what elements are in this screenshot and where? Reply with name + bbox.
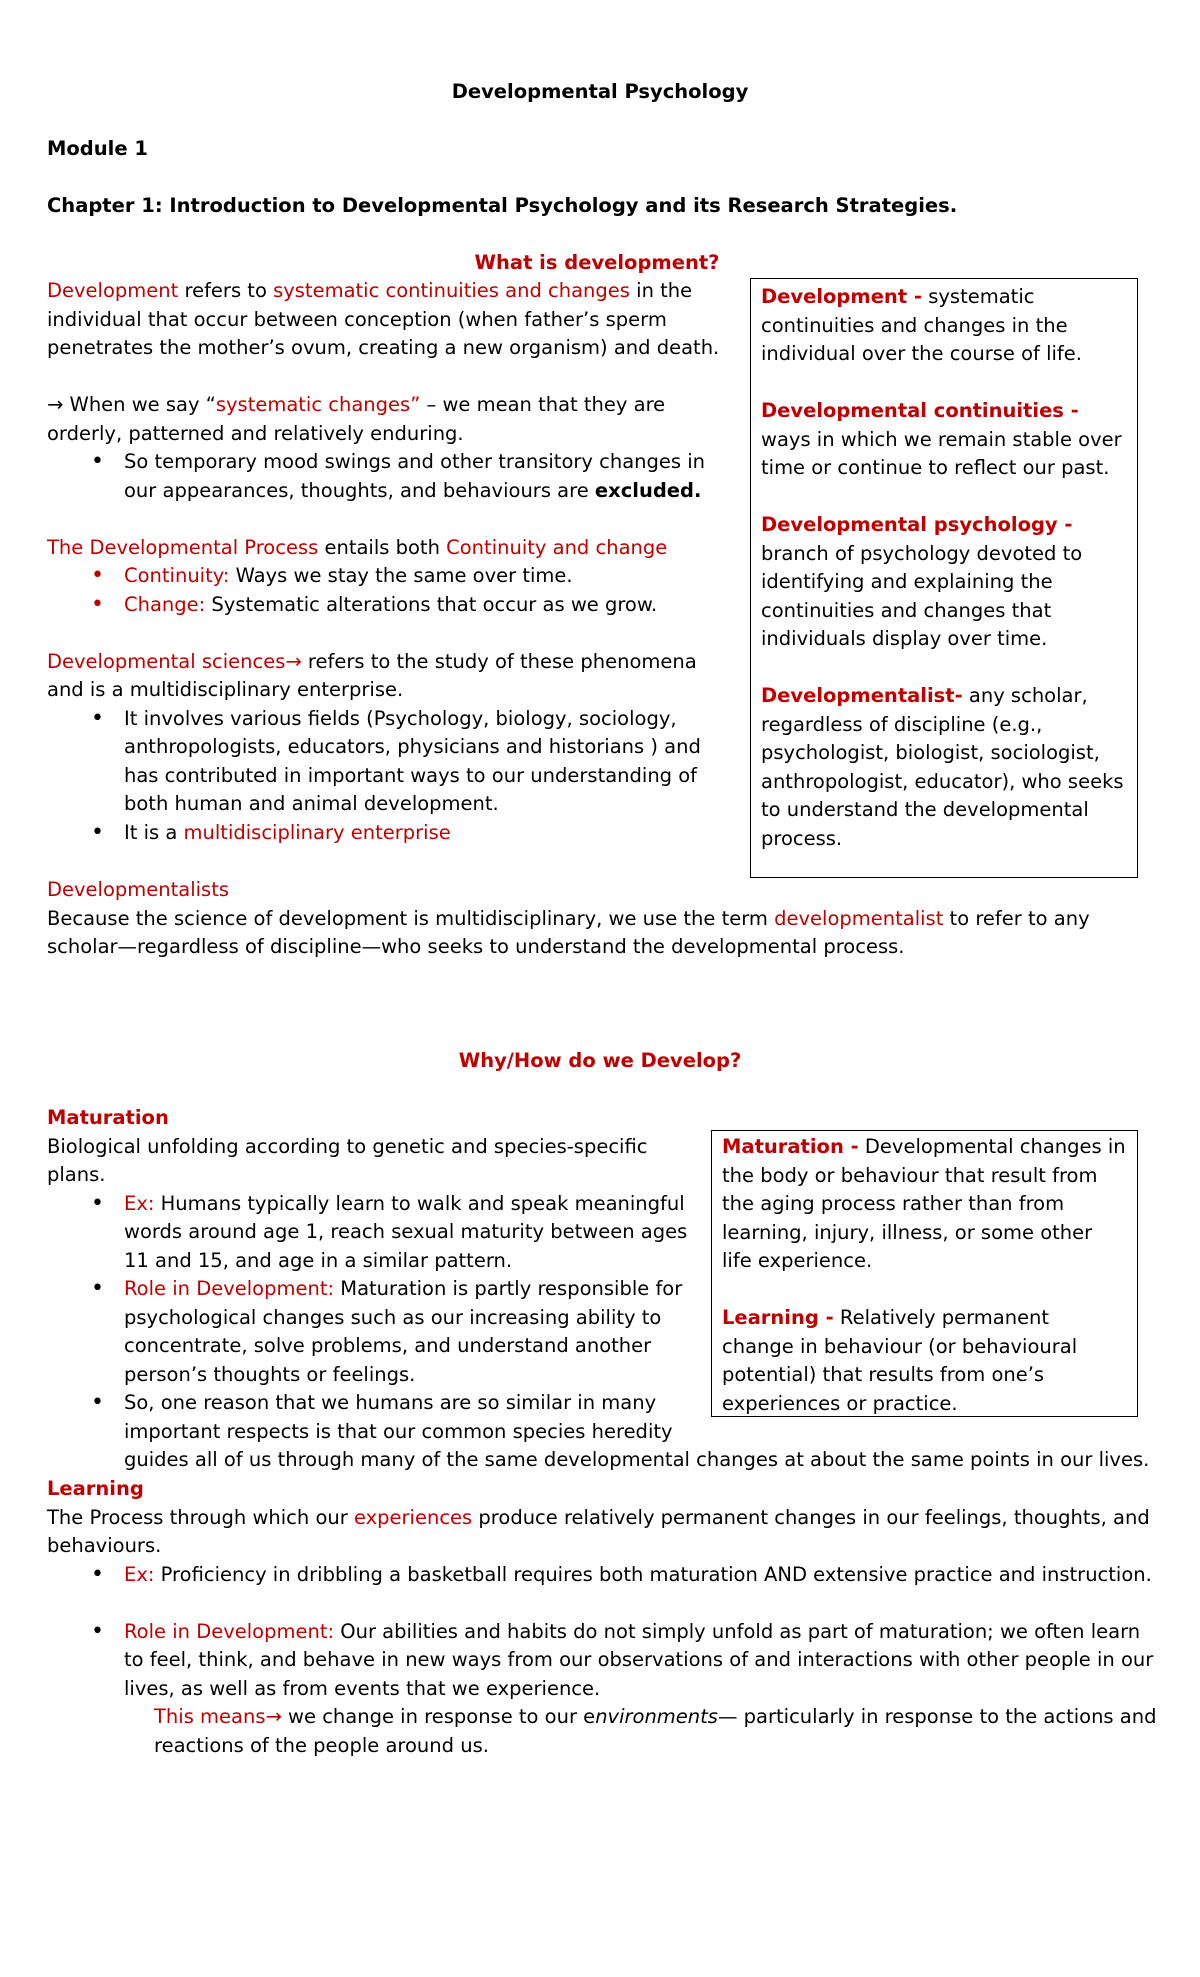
learning-section bbox=[47, 1475, 1157, 1760]
list-item: • It is a multidisciplinary enterprise bbox=[47, 819, 737, 848]
definition-development: Development - systematic continuities and changes in the individual over the course of life. bbox=[761, 285, 1082, 365]
list-item: • Role in Development: Our abilities and habits do not simply unfold as part of maturation; we often learn to feel, think, and behave in new ways from our observations of and interactions with other people in our lives, as well as from events that we experience. bbox=[47, 1618, 1157, 1704]
arrow-icon: → bbox=[47, 393, 64, 416]
definition-learning: Learning - Relatively permanent change in behaviour (or behavioural potential) that results from one’s experiences or practice. bbox=[722, 1306, 1078, 1415]
developmentalists-section bbox=[47, 876, 1157, 962]
term-systematic-continuities: systematic continuities and changes bbox=[273, 279, 630, 302]
list-item: • So temporary mood swings and other transitory changes in our appearances, thoughts, and behaviours are excluded. bbox=[47, 448, 737, 505]
chapter-title: Chapter 1: Introduction to Developmental Psychology and its Research Strategies. bbox=[47, 194, 958, 217]
arrow-icon: → bbox=[265, 1705, 282, 1728]
definitions-box-maturation-learning bbox=[711, 1130, 1138, 1417]
developmentalists-heading: Developmentalists bbox=[47, 878, 230, 901]
section-heading-why-how-develop: Why/How do we Develop? bbox=[458, 1049, 742, 1072]
list-item: • Ex: Humans typically learn to walk and speak meaningful words around age 1, reach sexual maturity between ages 11 and 15, and age in a similar pattern. bbox=[47, 1190, 697, 1276]
document-title: Developmental Psychology bbox=[451, 80, 749, 103]
maturation-definition: Biological unfolding according to genetic and species-specific plans. bbox=[47, 1134, 648, 1186]
arrow-icon: → bbox=[285, 649, 302, 673]
list-item: • Continuity: Ways we stay the same over time. bbox=[47, 562, 737, 591]
learning-role-list bbox=[47, 1618, 1157, 1704]
section-heading-what-is-development: What is development? bbox=[474, 251, 720, 274]
sciences-bullet-list bbox=[47, 705, 737, 848]
definitions-box-development bbox=[750, 278, 1138, 878]
systematic-changes-paragraph: → When we say “systematic changes” – we mean that they are orderly, patterned and relatively enduring. bbox=[47, 393, 666, 445]
list-item: • Ex: Proficiency in dribbling a basketball requires both maturation AND extensive practice and instruction. bbox=[47, 1561, 1157, 1590]
definition-developmental-psychology: Developmental psychology - branch of psychology devoted to identifying and explaining the continuities and changes that individuals display over time. bbox=[761, 513, 1083, 650]
developmental-sciences-paragraph: Developmental sciences→ refers to the study of these phenomena and is a multidisciplinary enterprise. bbox=[47, 649, 697, 701]
this-means-paragraph: This means→ we change in response to our environments— particularly in response to the actions and reactions of the people around us. bbox=[154, 1705, 1157, 1757]
maturation-heading: Maturation bbox=[47, 1106, 169, 1129]
list-item: • Role in Development: Maturation is partly responsible for psychological changes such as our increasing ability to concentrate, solve problems, and understand another person’s thoughts or feelings. bbox=[47, 1275, 697, 1389]
section1-left-column bbox=[47, 277, 737, 847]
term-development: Development bbox=[47, 279, 179, 302]
development-intro-paragraph: Development refers to systematic continuities and changes in the individual that occur between conception (when father’s sperm penetrates the mother’s ovum, creating a new organism) and death. bbox=[47, 279, 720, 359]
definition-maturation: Maturation - Developmental changes in the body or behaviour that result from the aging process rather than from learning, injury, illness, or some other life experience. bbox=[722, 1135, 1126, 1272]
learning-definition: The Process through which our experiences produce relatively permanent changes in our feelings, thoughts, and behaviours. bbox=[47, 1505, 1150, 1557]
process-bullet-list bbox=[47, 562, 737, 619]
learning-heading: Learning bbox=[47, 1477, 144, 1500]
systematic-bullet-list bbox=[47, 448, 737, 505]
learning-bullet-list bbox=[47, 1561, 1157, 1590]
developmental-process-paragraph: The Developmental Process entails both Continuity and change bbox=[47, 535, 668, 559]
definition-developmentalist: Developmentalist- any scholar, regardless of discipline (e.g., psychologist, biologist, sociologist, anthropologist, educator), who seeks to understand the developmental process. bbox=[761, 684, 1124, 850]
list-item: • So, one reason that we humans are so similar in many important respects is that our common species heredity guides all of us through many of the same developmental changes at about the same points in our lives. bbox=[47, 1389, 1157, 1475]
module-label: Module 1 bbox=[47, 137, 148, 160]
list-item: • It involves various fields (Psychology, biology, sociology, anthropologists, educators, physicians and historians ) and has contributed in important ways to our understanding of both human and animal development. bbox=[47, 705, 737, 819]
list-item: • Change: Systematic alterations that occur as we grow. bbox=[47, 591, 737, 620]
developmentalists-paragraph: Because the science of development is multidisciplinary, we use the term developmentalist to refer to any scholar—regardless of discipline—who seeks to understand the developmental process. bbox=[47, 906, 1090, 958]
definition-developmental-continuities: Developmental continuities - ways in which we remain stable over time or continue to reflect our past. bbox=[761, 399, 1122, 479]
